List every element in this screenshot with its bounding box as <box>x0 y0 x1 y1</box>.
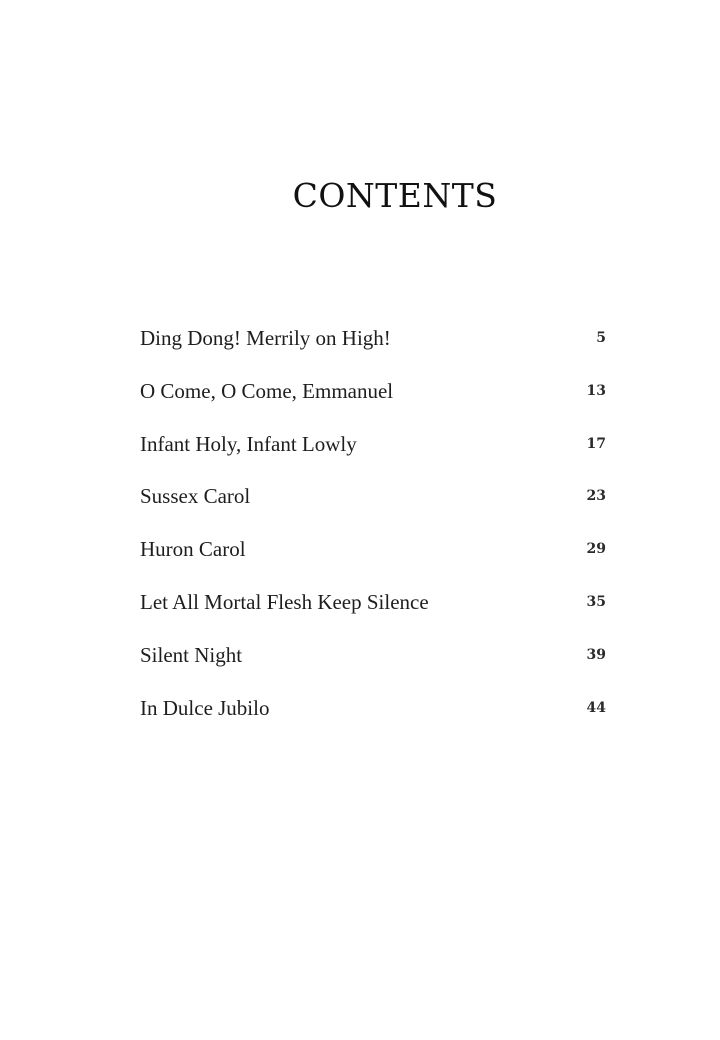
toc-entry-page-number: 39 <box>586 646 606 663</box>
toc-entry-page-number: 5 <box>596 330 606 346</box>
toc-entry <box>140 533 606 586</box>
toc-entry-page-number: 23 <box>586 488 606 505</box>
toc-entry-title: O Come, O Come, Emmanuel <box>140 378 394 403</box>
toc-entry-page-number: 17 <box>586 435 606 452</box>
toc-entry <box>140 692 606 745</box>
toc-entry <box>140 428 606 481</box>
toc-entry-title: Huron Carol <box>140 537 246 562</box>
toc-entry-title: Silent Night <box>140 642 243 667</box>
toc-entry-title: Infant Holy, Infant Lowly <box>140 431 357 456</box>
toc-entry-title: Sussex Carol <box>140 484 251 509</box>
toc-entry <box>140 375 606 428</box>
table-of-contents <box>140 322 606 744</box>
toc-entry-title: Let All Mortal Flesh Keep Silence <box>140 589 429 614</box>
toc-entry-page-number: 13 <box>586 382 606 399</box>
toc-entry-page-number: 44 <box>586 699 606 716</box>
toc-entry <box>140 586 606 639</box>
toc-entry <box>140 639 606 692</box>
toc-entry-page-number: 29 <box>586 541 606 558</box>
toc-entry <box>140 322 606 375</box>
page-title: CONTENTS <box>292 176 498 215</box>
toc-entry <box>140 480 606 533</box>
toc-entry-title: Ding Dong! Merrily on High! <box>140 326 391 350</box>
toc-entry-page-number: 35 <box>586 593 606 610</box>
toc-entry-title: In Dulce Jubilo <box>140 695 270 720</box>
